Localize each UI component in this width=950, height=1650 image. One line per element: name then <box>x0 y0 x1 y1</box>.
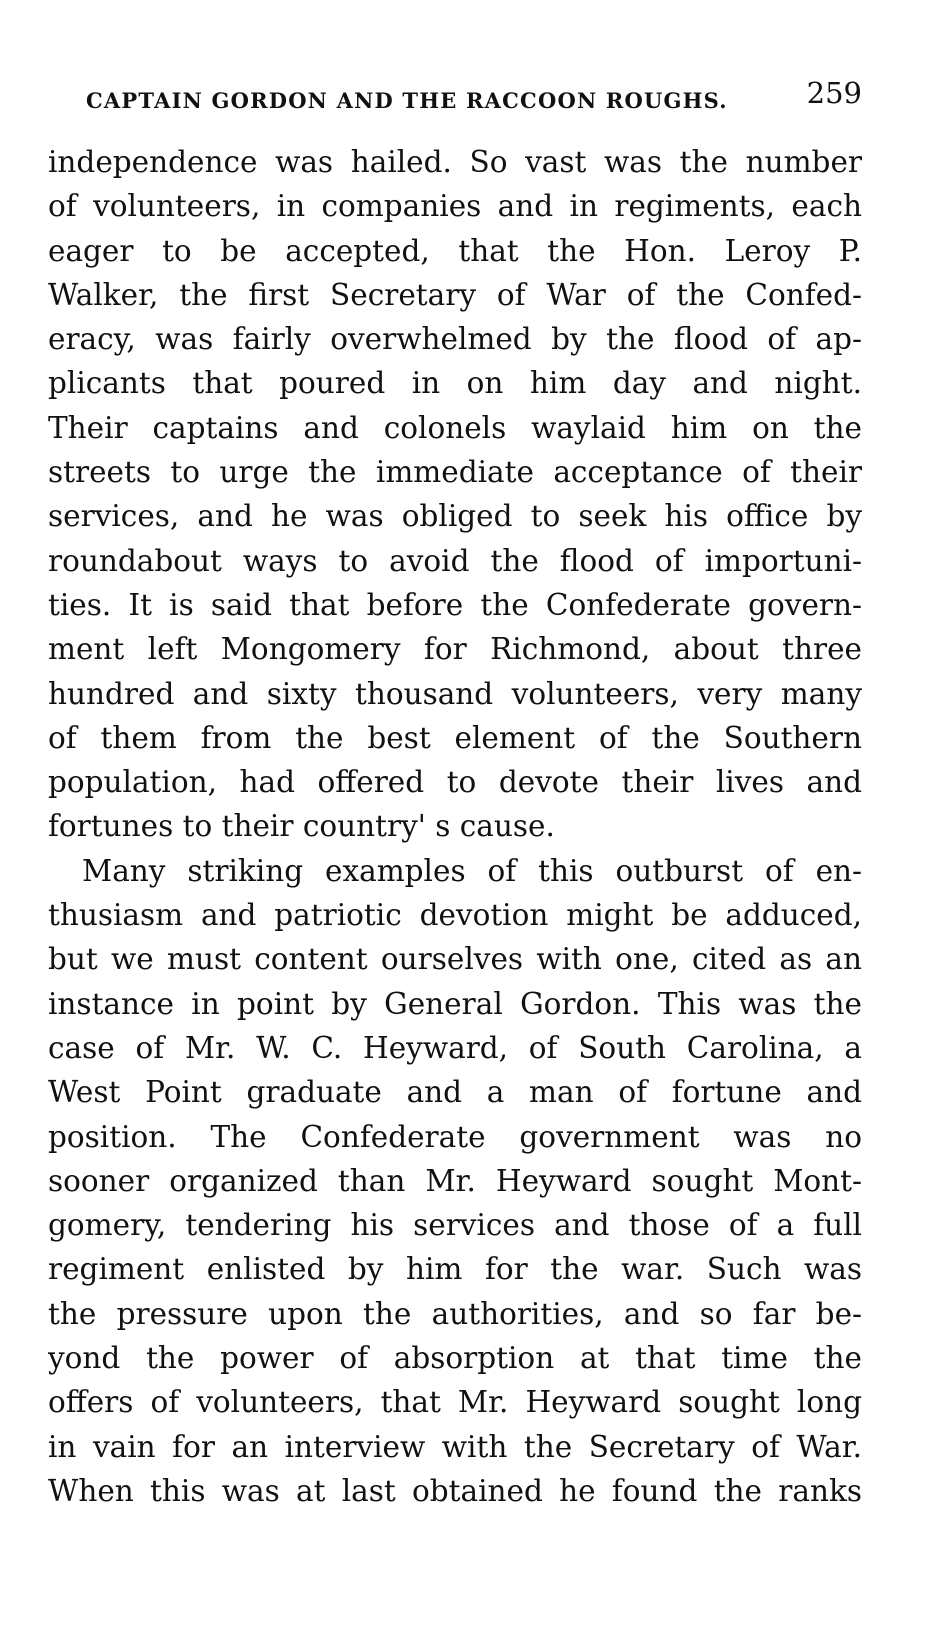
text-line: of volunteers, in companies and in regiments, each <box>48 189 862 224</box>
text-line: instance in point by General Gordon. This was the <box>48 986 862 1021</box>
paragraph-1 <box>48 140 862 849</box>
text-line: eracy, was fairly overwhelmed by the flood of ap- <box>48 322 862 357</box>
text-line: hundred and sixty thousand volunteers, very many <box>48 676 862 711</box>
text-line: in vain for an interview with the Secretary of War. <box>48 1429 862 1464</box>
text-line: thusiasm and patriotic devotion might be adduced, <box>48 898 862 933</box>
text-line: West Point graduate and a man of fortune and <box>48 1075 862 1110</box>
text-line: independence was hailed. So vast was the number <box>48 145 862 179</box>
text-line: plicants that poured in on him day and night. <box>48 366 862 401</box>
text-line: yond the power of absorption at that time the <box>48 1341 862 1376</box>
text-line: ties. It is said that before the Confederate govern- <box>48 587 862 622</box>
text-line: fortunes to their country' s cause. <box>48 809 555 844</box>
text-line: services, and he was obliged to seek his office by <box>48 499 862 534</box>
page-number: 259 <box>806 76 862 110</box>
text-line: eager to be accepted, that the Hon. Leroy P. <box>48 233 862 268</box>
text-line: population, had offered to devote their lives and <box>48 765 862 800</box>
running-head <box>86 72 862 122</box>
text-line: position. The Confederate government was no <box>48 1119 862 1154</box>
text-line: offers of volunteers, that Mr. Heyward sought long <box>48 1385 862 1420</box>
text-line: When this was at last obtained he found the ranks <box>48 1473 862 1508</box>
text-line: Many striking examples of this outburst of en- <box>82 853 862 888</box>
text-line: of them from the best element of the Southern <box>48 720 862 755</box>
text-line: Their captains and colonels waylaid him on the <box>48 410 862 445</box>
text-line: Walker, the first Secretary of War of the Confed- <box>48 277 862 312</box>
text-line: streets to urge the immediate acceptance of their <box>48 455 862 490</box>
text-line: sooner organized than Mr. Heyward sought Mont- <box>48 1163 862 1198</box>
body-text <box>48 140 862 1513</box>
paragraph-2 <box>48 849 862 1513</box>
text-line: regiment enlisted by him for the war. Such was <box>48 1252 862 1287</box>
running-title: CAPTAIN GORDON AND THE RACCOON ROUGHS. <box>86 88 728 113</box>
text-line: roundabout ways to avoid the flood of importuni- <box>48 543 862 578</box>
text-line: but we must content ourselves with one, cited as an <box>48 942 862 977</box>
text-line: case of Mr. W. C. Heyward, of South Carolina, a <box>48 1030 862 1065</box>
text-line: gomery, tendering his services and those of a full <box>48 1208 862 1243</box>
text-line: ment left Mongomery for Richmond, about three <box>48 632 862 667</box>
text-line: the pressure upon the authorities, and so far be- <box>48 1296 862 1331</box>
